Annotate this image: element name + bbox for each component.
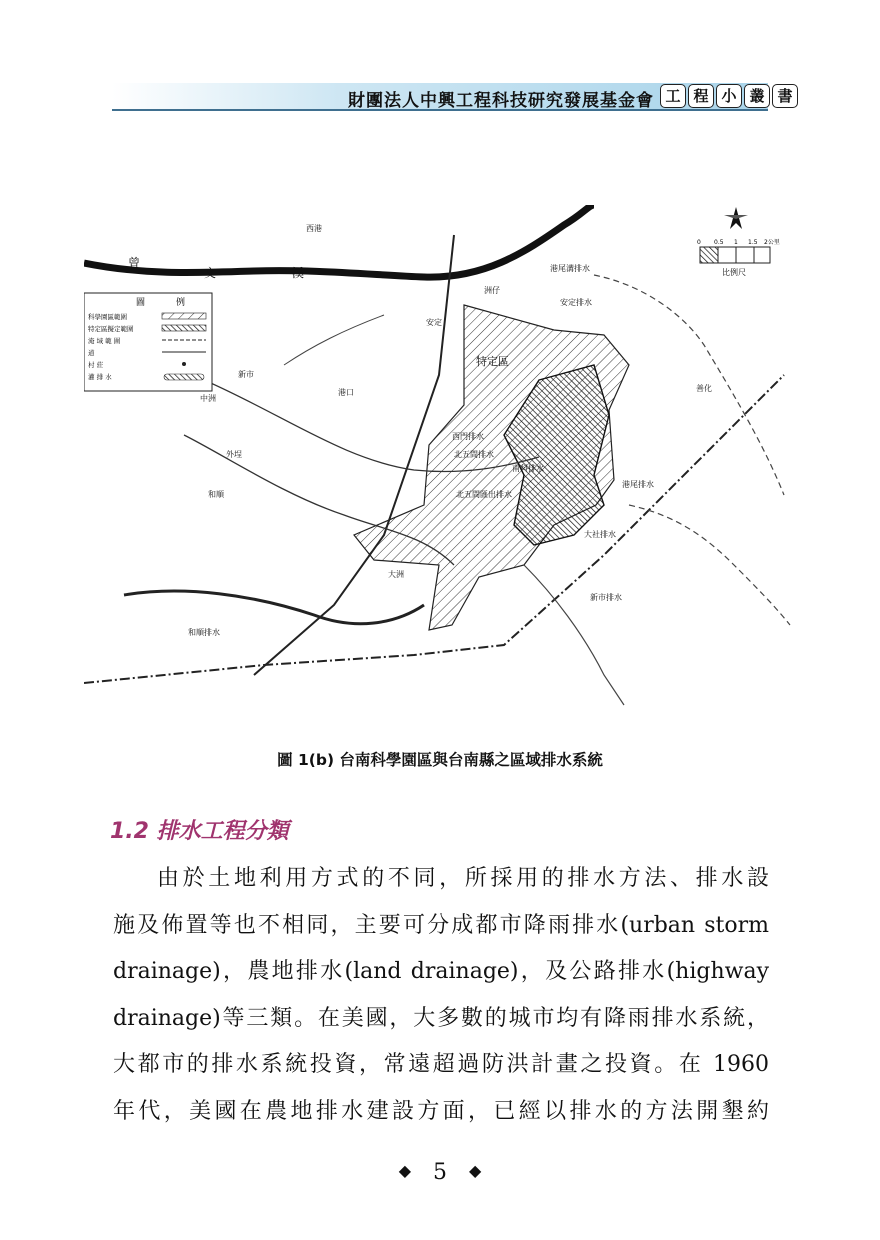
legend-item: 村 莊	[88, 361, 104, 369]
river-line	[84, 205, 594, 277]
map-label: 西門排水	[452, 432, 484, 441]
svg-text:0.5: 0.5	[714, 239, 724, 246]
drainage-line	[524, 565, 624, 705]
drainage-line	[594, 275, 784, 495]
map-label: 特定區	[476, 355, 509, 368]
map-label: 曾	[128, 256, 141, 270]
legend-item: 灌 排 水	[88, 373, 112, 381]
page-footer	[0, 1160, 880, 1185]
map-label: 港尾溝排水	[550, 264, 590, 273]
svg-text:比例尺: 比例尺	[722, 268, 746, 277]
map-label: 新市排水	[590, 593, 622, 602]
map-label: 北五間匯出排水	[456, 490, 512, 499]
body-line: drainage)，農地排水(land drainage)，及公路排水(highway	[113, 959, 769, 985]
diamond-icon: ◆	[398, 1161, 411, 1180]
drainage-line	[284, 315, 384, 365]
map-label: 善化	[696, 384, 712, 393]
series-char: 小	[716, 84, 742, 108]
map-label: 大洲	[388, 570, 404, 579]
body-line: 由於土地利用方式的不同，所採用的排水方法、排水設	[157, 866, 769, 891]
body-line: 大都市的排水系統投資，常遠超過防洪計畫之投資。在 1960	[113, 1052, 769, 1078]
map-label: 南科排水	[512, 464, 544, 473]
map-label: 安定	[426, 318, 442, 327]
body-line: drainage)等三類。在美國，大多數的城市均有降雨排水系統，	[113, 1005, 769, 1031]
svg-text:2公里: 2公里	[764, 239, 780, 246]
map-label: 安定排水	[560, 298, 592, 307]
map-label: 文	[204, 266, 217, 280]
map-label: 北五間排水	[454, 450, 494, 459]
page-number: 5	[433, 1160, 447, 1185]
scale-bar	[697, 238, 780, 277]
section-heading: 1.2 排水工程分類	[110, 819, 289, 844]
map-label: 和順	[208, 490, 224, 499]
diamond-icon: ◆	[469, 1161, 482, 1180]
map-label: 新市	[238, 370, 254, 379]
map-label: 大社排水	[584, 530, 616, 539]
body-line: 施及佈置等也不相同，主要可分成都市降雨排水(urban storm	[113, 912, 769, 938]
map-label: 外埕	[226, 450, 242, 459]
legend-title: 例	[176, 298, 186, 308]
map-label: 港尾排水	[622, 480, 654, 489]
map-label: 西港	[306, 224, 322, 233]
svg-text:1: 1	[734, 239, 738, 246]
series-badge	[660, 84, 798, 108]
legend-item: 道	[88, 349, 95, 357]
map-label: 港口	[338, 388, 354, 397]
map-label: 中洲	[200, 394, 216, 403]
drainage-map	[84, 205, 800, 715]
body-line: 年代，美國在農地排水建設方面，已經以排水的方法開墾約	[113, 1098, 769, 1124]
series-char: 書	[772, 84, 798, 108]
map-label: 和順排水	[188, 628, 220, 637]
legend-item: 特定區擬定範圍	[88, 325, 134, 333]
map-label: 洲仔	[484, 286, 500, 295]
legend-title: 圖	[136, 298, 146, 308]
legend-item: 淹 域 範 圍	[88, 337, 121, 345]
highway-line	[254, 235, 454, 675]
figure-caption: 圖 1(b) 台南科學園區與台南縣之區域排水系統	[277, 751, 603, 769]
svg-text:0: 0	[697, 239, 701, 246]
series-char: 叢	[744, 84, 770, 108]
drainage-line	[629, 505, 790, 625]
map-label: 溪	[292, 266, 305, 280]
series-char: 工	[660, 84, 686, 108]
svg-text:1.5: 1.5	[748, 239, 758, 246]
body-text	[113, 856, 769, 1136]
drainage-line	[124, 591, 424, 624]
legend-item: 科學園區範圍	[88, 313, 127, 321]
header-title: 財團法人中興工程科技研究發展基金會	[348, 91, 654, 111]
north-arrow-icon	[724, 207, 748, 229]
series-char: 程	[688, 84, 714, 108]
